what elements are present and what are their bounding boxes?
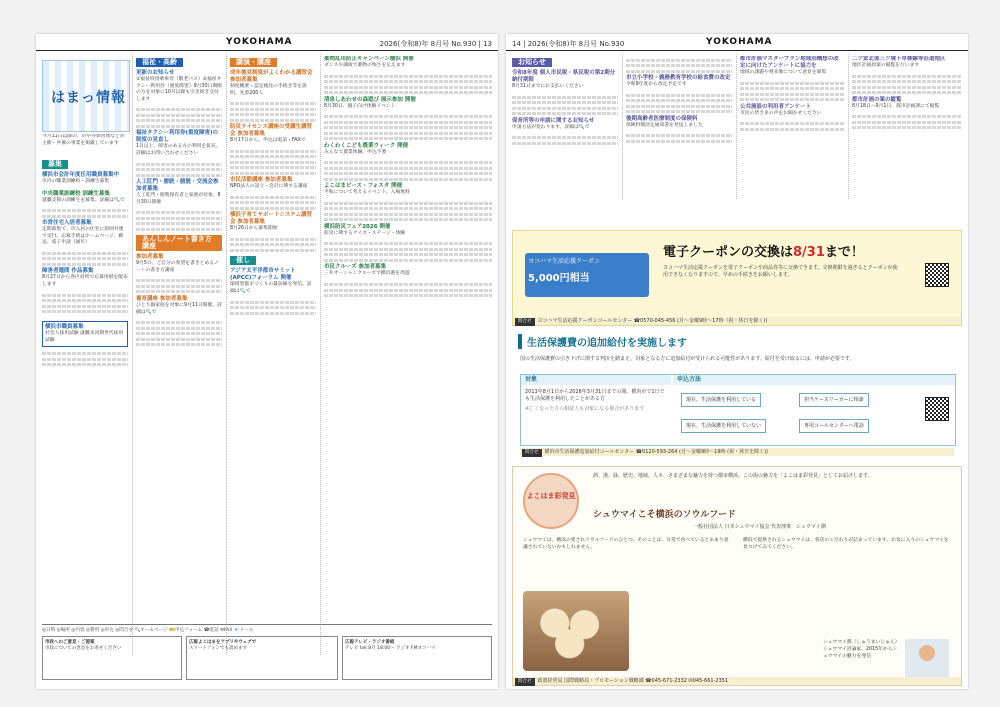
list-item: 障害者週間 作品募集 8月27日から各区役所で応募用紙を配布します — [42, 268, 128, 288]
flow-past: 現在、生活保護を利用していない — [681, 419, 766, 433]
hamajoho-title: はまっ情報 — [51, 90, 126, 106]
list-item: 横浜市職員募集 社会人採用試験 就職氷河期世代採用試験 — [42, 321, 128, 347]
flow-current: 現在、生活保護を利用している — [681, 393, 761, 407]
flow-current-action: 担当ケースワーカーに相談 — [799, 393, 869, 407]
right-page — [506, 34, 968, 689]
ecoupon-banner — [512, 230, 962, 326]
section-tag-lecture: 講演・講座 — [230, 58, 277, 67]
list-item: 市民クルーズ 参加者募集 三井オーシャンクルーズで横浜港を周遊 — [324, 264, 410, 277]
hamajoho-note: 今月11日以降の、市や外郭団体などが主催・共催の事業を掲載しています — [42, 134, 125, 146]
list-item: わくわくこども農業ウィーク 開催 みんなで農業体験。申込不要 — [324, 142, 409, 155]
welfare-section-title: 生活保護費の追加給付を実施します — [518, 334, 687, 349]
section-tag-notice: お知らせ — [512, 58, 552, 67]
feature-lead: 酒、港、緑、歴史、地域、人々、さまざまな魅力を持つ都市横浜。この街の魅力を「よこはま彩発見」としてお届けします。 — [593, 473, 873, 479]
footer-app-box: 広報よこはまをアプリやウェブで スマートフォンでも読めます — [186, 636, 338, 680]
list-item: 二ツ家北部三ツ境下草柳線等沿道地区 地区計画原案の縦覧を行います — [852, 56, 946, 68]
feature-body-right: 横浜で提供されるシュウマイは、各店のこだわりが詰まっています。お気に入りのシュウマイを見つけてみてください。 — [743, 538, 949, 550]
right-page-header — [506, 34, 968, 51]
list-item: 都市計画の案の縦覧 8月18日〜9月1日、都市計画課にて縦覧 — [852, 96, 940, 109]
feature-title: シュウマイこそ横浜のソウルフード — [593, 510, 736, 520]
welfare-section-lead: 国の生活保護費の引き下げに関する判決を踏まえ、対象となる方に追加給付が受けられる可能性があります。給付を受け取るには、申請が必要です。 — [520, 356, 855, 362]
brand-logo: YOKOHAMA — [706, 37, 773, 47]
list-item: 都市計画マスタープラン地域別構想の改定に向けたアンケートに協力を 地域の課題や将来像について意見を募集 — [740, 56, 839, 75]
feature-body-left: シュウマイは、横浜の愛されソウルフードのひとつ。そのことは、日常で食べているとあまり意識されていないかもしれません。 — [523, 538, 729, 550]
footer-tv-radio-box: 広報テレビ・ラジオ番組 テレビ tvk 8月 18:00〜 ラジオ FMヨコハマ — [342, 636, 492, 680]
left-col-1 — [42, 158, 128, 618]
list-item: 人工肛門・膀胱・膀胱・交流会参加者募集 人工肛門・膀胱保有者と家族が対象、8月30日開催 — [136, 179, 221, 205]
footer-opinion-box: 市政へのご意見・ご提案 市政についての意見をお寄せください — [42, 636, 182, 680]
right-col-3 — [740, 56, 844, 226]
ecoupon-title: 電子クーポンの交換は8/31まで！ — [663, 245, 864, 260]
left-col-2 — [136, 56, 222, 616]
ecoupon-inquiry: 問合せ ヨコハマ生活応援クーポンコールセンター ☎0570-045-456 (月〜金曜9時〜17時（祝・休日を除く)) — [513, 317, 961, 325]
method-header: 申込方法 — [673, 375, 955, 385]
list-item: 参加者募集 9月5日、ご自分の希望を書きとめるノートの書き方講座 — [136, 254, 219, 273]
target-header: 対象 — [521, 375, 671, 385]
coupon-card: ヨコハマ生活応援クーポン 5,000円相当 — [525, 253, 649, 297]
issue-date: 2026(令和8)年 8月号 No.930 | 13 — [379, 40, 492, 48]
qr-code-icon — [925, 397, 949, 421]
feature-inquiry: 問合せ 政策経営局 国際戦略局・プロモーション戦略課 ☎045-671-2332 ✉045-661-2351 — [513, 677, 961, 685]
right-col-4 — [852, 56, 962, 226]
list-item: 福祉タクシー利用券(重度障害)の制度の見直し 1日以上、障害のある方の利用を拡充。詳細はお問い合わせください — [136, 130, 221, 156]
list-item: 市営住宅入居者募集 定期募集で、市入居の住宅に原則共連で受付。応募手続はホームページ、郵送、電子申請（通年） — [42, 220, 124, 246]
saihakken-badge: よこはま彩発見 — [523, 473, 579, 529]
list-item: 横浜市会計年度任用職員募集中 市内の職業訓練校・訓練生募集 — [42, 172, 120, 184]
target-body: 2013年8月1日から2026年3月31日までの間、横浜市で1日でも生活保護を利用したことがある方 ※亡くなった方の相続人も対象になる場合があります — [525, 389, 665, 412]
profile-text: シュウマイ潤（しゅうまいじゅん）シュウマイ評論家。2015年からシュウマイの魅力を発信 — [823, 640, 900, 659]
list-item: 横浜防災フェア2026 開催 防災に関するクイズ・ステージ・体験 — [324, 223, 406, 236]
list-item: 中央職業訓練校 訓練生募集 就職支援の訓練生を募集。詳細は🔍で — [42, 190, 125, 203]
list-item: 清泉しあわせの森遊び 展示参加 開催 8月30日、親子向け体験イベント — [324, 96, 416, 109]
shumai-photo — [523, 591, 629, 671]
list-item: 後期高齢者医療制度の保険料 保険料額決定通知書を発送しました — [626, 115, 703, 128]
left-col-4 — [324, 56, 492, 616]
left-page — [36, 34, 498, 689]
section-tag-recruit: 募集 — [42, 160, 68, 169]
list-item: 養育講座 参加者募集 ひとり親家庭を対象に9月11日開催。詳細は🔍で — [136, 295, 222, 315]
list-item: 薬物乱用防止キャンペーン横浜 開催 ダンスや講演で薬物の怖さを伝えます — [324, 56, 414, 68]
list-item: 公共施設の利用者アンケート 市民の皆さまの声をお聞かせください — [740, 103, 822, 116]
left-col-3 — [230, 56, 316, 616]
brand-logo: YOKOHAMA — [226, 37, 293, 47]
welfare-inquiry: 問合せ 横浜市生活保護追加給付コールセンター ☎0120-593-264 (月〜金曜9時〜19時 (祝・休日を除く)) — [520, 448, 954, 456]
section-tag-note: あんしんノート書き方講座 — [136, 235, 222, 251]
list-item: 成年後見制度がよくわかる講習会 参加者募集 制度概要・認定後見の手続き等を説明。先着200人 — [230, 70, 313, 96]
list-item: 横浜子育てサポートシステム講習会 参加者募集 8月26日から募集開始 — [230, 212, 312, 232]
hamajoho-banner — [42, 60, 130, 132]
list-item: 保育所等の申請に関するお知らせ 申請方法が変わります。詳細は🔍で — [512, 117, 595, 130]
list-item: 令和8年度 個人市民税・県民税の第2期分 納付期限 8月31日までにお支払いください — [512, 70, 616, 89]
ecoupon-body: ヨコハマ生活応援クーポンを電子クーポンや商品券等に交換できます。交換期限を過ぎるとクーポンが使用できなくなりますので、早めの手続きをお願いします。 — [663, 265, 898, 278]
list-item: 市立小学校・義務教育学校の給食費の改定 令和9年度から改定予定です — [626, 75, 731, 87]
list-item: 市民活動講座 参加者募集 NPO法人の設立・会計に関する講座 — [230, 177, 308, 190]
list-item: 更新のお知らせ ①福祉特別乗車券（敬老パス）②福祉タクシー利用券（重度障害）9月30日期限の方を対象に10月以降も引き続き交付します — [136, 70, 222, 102]
legend: ◎日時 ◎場所 ◎内容 ◎費用 ◎申込 ◎問合せ 🔍ホームページ 🎫申込フォーム ☎電話 ✉FAX 📧メール — [42, 624, 492, 633]
list-item: 防災ライセンス講座の受講生講習会 参加者募集 8月17日から。申込は電話・FAXで — [230, 124, 313, 144]
list-item: アジア太平洋都市サミット(APCC)フォーラム 開催 環境型都市づくりの最前線を発信。詳細は🔍で — [230, 268, 312, 295]
section-tag-event: 催し — [230, 256, 256, 265]
section-tag-welfare: 福祉・高齢 — [136, 58, 183, 67]
feature-article — [512, 466, 962, 686]
right-col-2 — [626, 56, 732, 226]
list-item: よこはまピース・フォスタ 開催 平和について考えるイベント。入場無料 — [324, 183, 410, 196]
author-photo — [905, 639, 949, 679]
right-col-1 — [512, 56, 618, 226]
issue-date: 14 | 2026(令和8)年 8月号 No.930 — [512, 40, 625, 48]
flow-past-action: 専用コールセンターへ電話 — [799, 419, 869, 433]
feature-subtitle: 一般社団法人 日本シュウマイ協会 代表理事 シュウマイ潤 — [693, 524, 826, 530]
welfare-section-table — [520, 374, 956, 446]
left-page-header — [36, 34, 498, 51]
qr-code-icon — [925, 263, 949, 287]
